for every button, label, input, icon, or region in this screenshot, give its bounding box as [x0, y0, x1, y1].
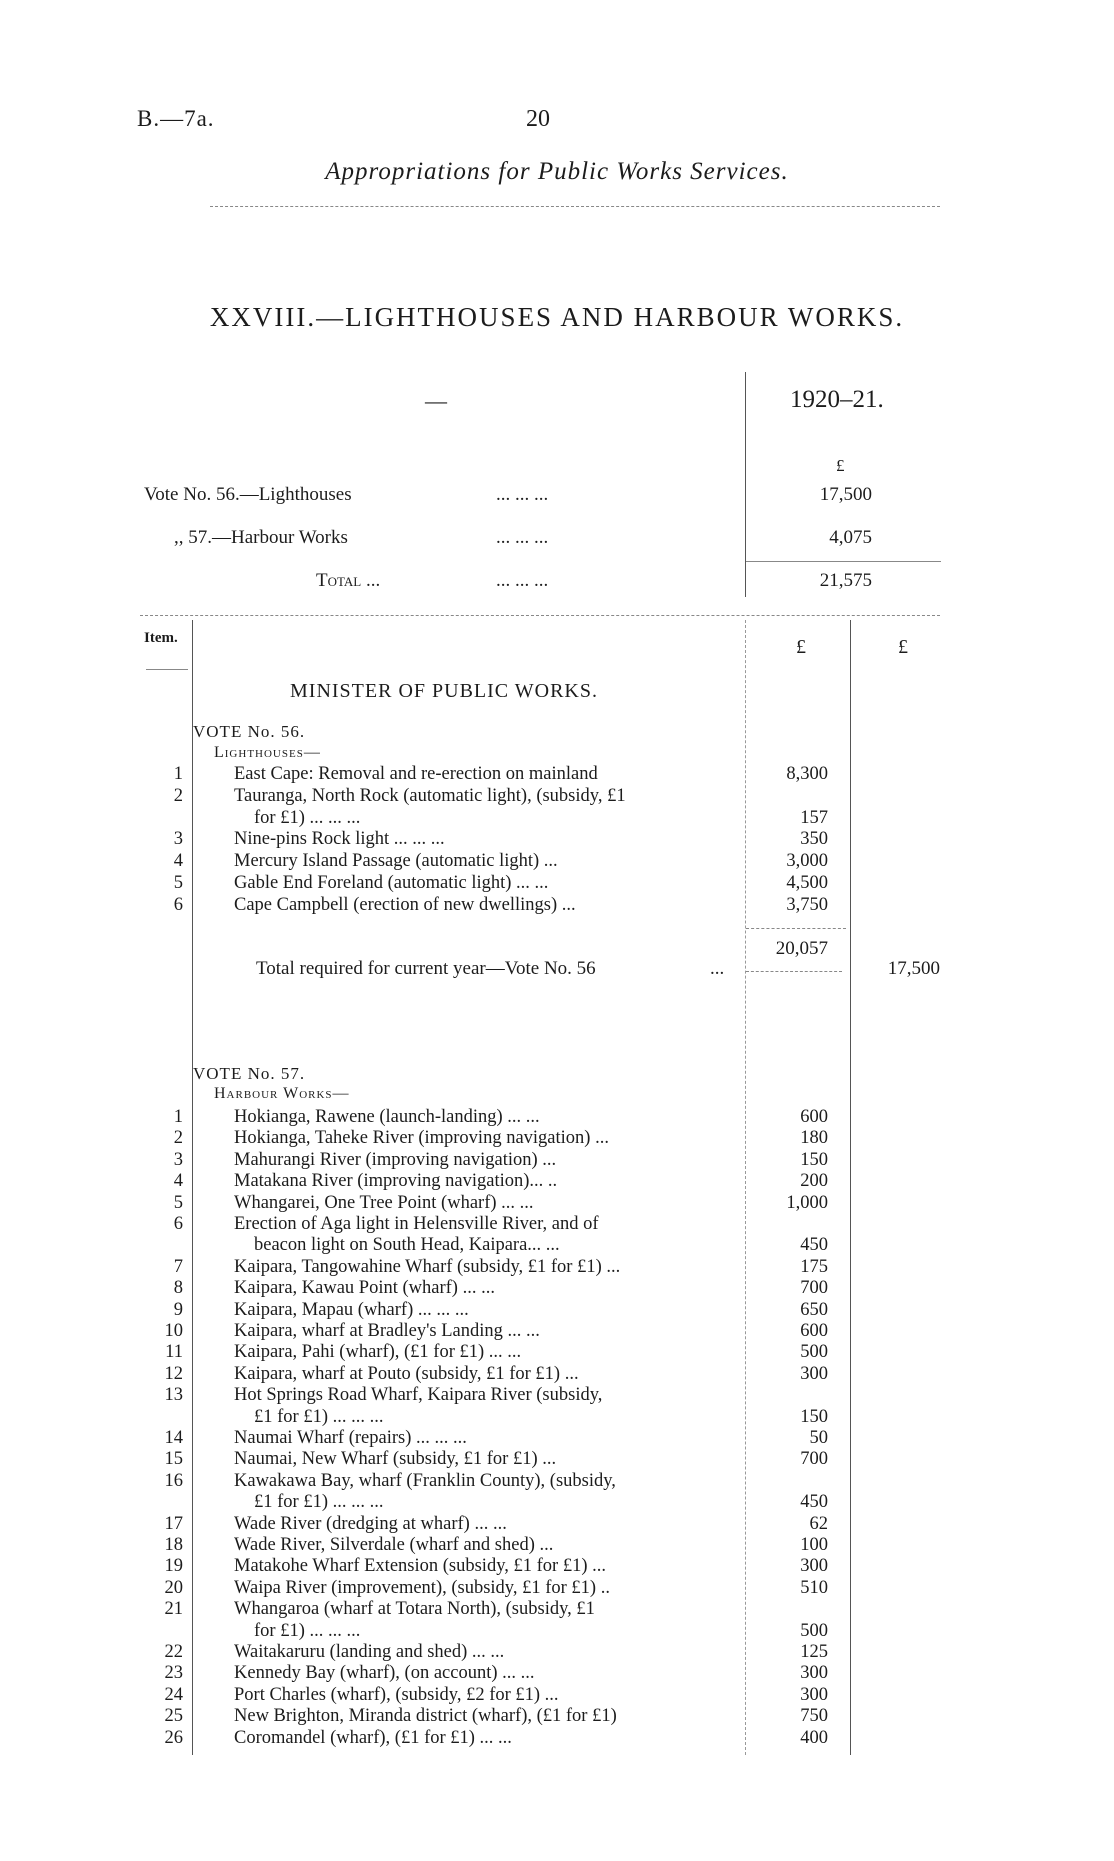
item-number: 18 — [164, 1535, 183, 1555]
item-number: 10 — [164, 1321, 183, 1341]
item-number: 15 — [164, 1449, 183, 1470]
vote-56-subtotal: 20,057 — [775, 938, 828, 959]
item-number: 13 — [164, 1385, 183, 1406]
item-amount: 150 — [800, 1406, 828, 1427]
item-description: Naumai, New Wharf (subsidy, £1 for £1) ... — [234, 1449, 557, 1470]
item-description: Kaipara, wharf at Pouto (subsidy, £1 for £1) ... — [234, 1363, 579, 1384]
item-description: Kaipara, Pahi (wharf), (£1 for £1) ... ... — [234, 1342, 522, 1363]
summary-currency: £ — [836, 456, 845, 475]
item-amount: 750 — [800, 1706, 828, 1727]
item-amount: 700 — [800, 1449, 828, 1470]
item-description: Kawakawa Bay, wharf (Franklin County), (subsidy, — [234, 1470, 616, 1491]
summary-row-amount: 4,075 — [829, 527, 872, 548]
item-description: Matakohe Wharf Extension (subsidy, £1 for £1) ... — [234, 1556, 606, 1577]
item-description: Waipa River (improvement), (subsidy, £1 for £1) .. — [234, 1577, 610, 1598]
item-description: Kaipara, Tangowahine Wharf (subsidy, £1 for £1) ... — [234, 1256, 621, 1277]
item-description: Kaipara, Kawau Point (wharf) ... ... — [234, 1278, 495, 1299]
item-description: Kennedy Bay (wharf), (on account) ... ... — [234, 1663, 535, 1684]
item-number: 6 — [173, 894, 183, 915]
item-number: 26 — [164, 1727, 183, 1748]
item-amount: 400 — [800, 1727, 828, 1748]
item-number: 16 — [164, 1470, 183, 1491]
summary-year: 1920–21. — [790, 386, 884, 413]
page-number: 20 — [526, 106, 550, 132]
summary-row-dots: ... ... ... — [496, 527, 549, 548]
item-number: 2 — [173, 1128, 183, 1149]
item-description: Waitakaruru (landing and shed) ... ... — [234, 1642, 505, 1662]
vote-56-total-label: Total required for current year—Vote No. 56 — [256, 958, 596, 979]
item-number: 3 — [173, 829, 183, 850]
item-number: 2 — [173, 785, 183, 806]
item-description: Hokianga, Rawene (launch-landing) ... ... — [234, 1107, 540, 1127]
item-description: Kaipara, wharf at Bradley's Landing ... ... — [234, 1321, 540, 1341]
item-description: Whangaroa (wharf at Totara North), (subsidy, £1 — [234, 1599, 595, 1620]
item-amount: 200 — [800, 1171, 828, 1192]
item-amount: 450 — [800, 1492, 828, 1513]
item-number: 7 — [173, 1256, 183, 1277]
item-amount: 3,750 — [786, 894, 828, 915]
item-number: 8 — [173, 1278, 183, 1299]
item-amount: 600 — [800, 1107, 828, 1127]
item-description: £1 for £1) ... ... ... — [254, 1492, 384, 1513]
item-number: 4 — [173, 851, 183, 872]
item-description: £1 for £1) ... ... ... — [254, 1406, 384, 1427]
item-description: Coromandel (wharf), (£1 for £1) ... ... — [234, 1727, 512, 1748]
item-amount: 510 — [800, 1577, 828, 1598]
item-description: Matakana River (improving navigation)... .. — [234, 1171, 558, 1192]
item-description: Erection of Aga light in Helensville River, and of — [234, 1214, 599, 1234]
summary-total-dots: ... ... ... — [496, 570, 549, 591]
item-description: Port Charles (wharf), (subsidy, £2 for £1) ... — [234, 1684, 559, 1705]
summary-total-rule — [746, 561, 941, 562]
item-number: 14 — [164, 1428, 183, 1448]
item-description: Mercury Island Passage (automatic light) ... — [234, 851, 558, 872]
item-description: Cape Campbell (erection of new dwellings) ... — [234, 894, 576, 915]
vote-57-category: Harbour Works— — [214, 1085, 350, 1102]
item-number: 1 — [173, 764, 183, 784]
item-number: 12 — [164, 1363, 183, 1384]
item-amount: 700 — [800, 1278, 828, 1299]
document-reference: B.—7a. — [137, 106, 215, 131]
item-amount: 175 — [800, 1256, 828, 1277]
vote-56-category: Lighthouses— — [214, 744, 321, 761]
item-description: beacon light on South Head, Kaipara... ... — [254, 1235, 560, 1256]
item-column-header: Item. — [144, 630, 178, 646]
item-amount: 125 — [800, 1642, 828, 1662]
item-description: for £1) ... ... ... — [254, 807, 361, 828]
item-description: East Cape: Removal and re-erection on mainland — [234, 764, 598, 784]
summary-row-amount: 17,500 — [819, 484, 872, 505]
item-description: Kaipara, Mapau (wharf) ... ... ... — [234, 1299, 469, 1320]
item-amount: 150 — [800, 1149, 828, 1170]
item-number: 19 — [164, 1556, 183, 1577]
item-number: 1 — [173, 1107, 183, 1127]
item-amount: 50 — [809, 1428, 828, 1448]
item-amount: 300 — [800, 1556, 828, 1577]
item-description: Gable End Foreland (automatic light) ... ... — [234, 873, 549, 893]
item-amount: 4,500 — [786, 873, 828, 893]
item-amount: 100 — [800, 1535, 828, 1555]
item-description: Wade River (dredging at wharf) ... ... — [234, 1513, 507, 1534]
item-number: 3 — [173, 1149, 183, 1170]
item-description: Mahurangi River (improving navigation) ... — [234, 1149, 557, 1170]
item-number: 23 — [164, 1663, 183, 1684]
summary-dash: — — [425, 388, 447, 413]
item-number: 11 — [165, 1342, 183, 1363]
item-description: Tauranga, North Rock (automatic light), (subsidy, £1 — [234, 785, 626, 806]
item-description: for £1) ... ... ... — [254, 1620, 361, 1641]
item-number: 20 — [164, 1577, 183, 1598]
item-number: 24 — [164, 1684, 183, 1705]
item-amount: 180 — [800, 1128, 828, 1149]
item-amount: 8,300 — [786, 764, 828, 784]
item-description: Naumai Wharf (repairs) ... ... ... — [234, 1428, 467, 1448]
summary-row-label: Vote No. 56.—Lighthouses — [144, 484, 352, 505]
item-amount: 300 — [800, 1684, 828, 1705]
header-rule — [210, 206, 940, 207]
vote-56-subtotal-rule — [746, 928, 846, 929]
section-title: XXVIII.—LIGHTHOUSES AND HARBOUR WORKS. — [209, 302, 905, 332]
item-amount: 650 — [800, 1299, 828, 1320]
item-number: 5 — [173, 1192, 183, 1213]
item-number: 4 — [173, 1171, 183, 1192]
item-amount: 300 — [800, 1363, 828, 1384]
summary-total-amount: 21,575 — [819, 570, 872, 591]
summary-row-dots: ... ... ... — [496, 484, 549, 505]
item-header-rule — [146, 669, 188, 670]
item-amount: 500 — [800, 1620, 828, 1641]
item-amount: 350 — [800, 829, 828, 850]
item-amount: 450 — [800, 1235, 828, 1256]
item-description: Hot Springs Road Wharf, Kaipara River (subsidy, — [234, 1385, 603, 1406]
total-column-header: £ — [898, 636, 908, 658]
total-column-divider — [850, 620, 851, 1755]
item-number: 9 — [173, 1299, 183, 1320]
item-number: 22 — [164, 1642, 183, 1662]
table-top-rule — [140, 615, 940, 616]
item-number: 17 — [164, 1513, 183, 1534]
item-number: 25 — [164, 1706, 183, 1727]
vote-56-total-amount: 17,500 — [887, 958, 940, 979]
minister-heading: MINISTER OF PUBLIC WORKS. — [290, 680, 598, 702]
item-number: 5 — [173, 873, 183, 893]
item-number: 21 — [164, 1599, 183, 1620]
item-number: 6 — [173, 1214, 183, 1234]
vote-56-total-dots: ... — [710, 958, 725, 979]
summary-divider — [745, 372, 746, 597]
item-description: Whangarei, One Tree Point (wharf) ... ... — [234, 1192, 534, 1213]
amount-column-header: £ — [796, 636, 806, 658]
item-description: Wade River, Silverdale (wharf and shed) ... — [234, 1535, 554, 1555]
vote-56-title: VOTE No. 56. — [193, 722, 306, 741]
item-description: New Brighton, Miranda district (wharf), (£1 for £1) — [234, 1706, 617, 1727]
item-amount: 1,000 — [786, 1192, 828, 1213]
summary-total-label: Total ... — [316, 570, 381, 591]
item-amount: 500 — [800, 1342, 828, 1363]
item-column-divider — [192, 620, 193, 1755]
vote-56-total-rule — [746, 971, 842, 972]
item-amount: 300 — [800, 1663, 828, 1684]
page-heading: Appropriations for Public Works Services. — [325, 158, 789, 185]
item-description: Hokianga, Taheke River (improving navigation) ... — [234, 1128, 609, 1149]
item-description: Nine-pins Rock light ... ... ... — [234, 829, 445, 850]
summary-row-label: ,, 57.—Harbour Works — [174, 527, 348, 548]
item-amount: 600 — [800, 1321, 828, 1341]
vote-57-title: VOTE No. 57. — [193, 1064, 306, 1083]
item-amount: 62 — [809, 1513, 828, 1534]
item-amount: 3,000 — [786, 851, 828, 872]
item-amount: 157 — [800, 807, 828, 828]
